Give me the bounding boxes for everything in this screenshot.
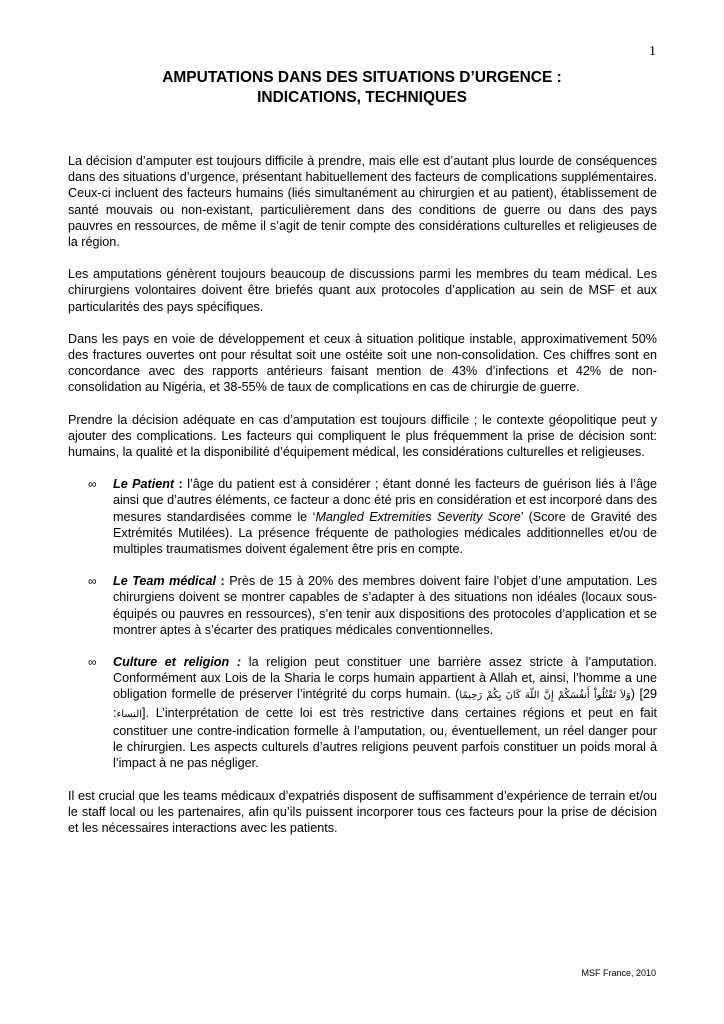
title-line-1: AMPUTATIONS DANS DES SITUATIONS D’URGENCE : — [162, 69, 562, 86]
item-text: Près de 15 à 20% des membres doivent faire l’objet d’une amputation. Les chirurgiens doivent se montrer capables de s’adapter à des situations non idéales (locaux sous-équipés ou pauvres en ressources), s’en tenir aux dispositions des protocoles d’application et se montrer aptes à s’écarter des pratiques médicales conventionnelles. — [113, 574, 658, 637]
footer-credit: MSF France, 2010 — [581, 968, 656, 978]
page-number: 1 — [649, 44, 656, 59]
paragraph-intro: La décision d’amputer est toujours difficile à prendre, mais elle est d’autant plus lourde de conséquences dans des situations d’urgence, présentant habituellement des facteurs de complications supplémentaires. Ceux-ci incluent des facteurs humains (liés simultanément au chirurgien et au patient), établissement de santé mouvais ou non-existant, particulièrement dans des conditions de guerre ou dans des pays pauvres en ressources, de même il s’agit de tenir compte des considérations culturelles et religieuses de la région. — [68, 154, 657, 250]
list-item-team — [68, 573, 657, 638]
arabic-reference: النساء — [116, 708, 143, 720]
infinity-bullet-icon: ∞ — [88, 655, 97, 670]
item-text: ]. L’interprétation de cette loi est très restrictive dans certaines régions et peut en fait constituer une contre-indication formelle à l’amputation, ou, éventuellement, un réel danger pour le chirurgien. Les aspects culturels d’autres religions peuvent parfois constituer un poids moral à l’impact à ne pas négliger. — [113, 705, 657, 771]
item-label-sep: : — [174, 477, 183, 492]
arabic-quote: وَلاَ تَقْتُلُواْ أَنفُسَكُمْ إِنَّ اللّهَ كَانَ بِكُمْ رَحِيمًا — [459, 690, 631, 702]
item-text: ’ (Score de Gravité des Extrémités Mutilées). La présence fréquente de pathologies médicales additionnelles et/ou de multiples traumatismes doivent également être pris en compte. — [113, 509, 657, 557]
item-label: Culture et religion : — [113, 655, 242, 670]
document-body — [68, 153, 657, 852]
infinity-bullet-icon: ∞ — [88, 574, 97, 589]
paragraph-closing: Il est crucial que les teams médicaux d’expatriés disposent de suffisamment d’expérience de terrain et/ou le staff local ou les partenaires, afin qu’ils puissent incorporer tous ces facteurs pour la prise de décision et les nécessaires interactions avec les patients. — [68, 788, 657, 835]
infinity-bullet-icon: ∞ — [88, 477, 97, 492]
title-line-2: INDICATIONS, TECHNIQUES — [257, 89, 467, 106]
item-text: la religion peut constituer une barrière assez stricte à l’amputation. Conformément aux Lois de la Sharia le corps humain appartient à Allah et, ainsi, l’homme a une obligation formelle de préserver l’intégrité du corps humain. ( — [113, 655, 657, 702]
item-text: l’âge du patient est à considérer ; étant donné les facteurs de guérison liés à l’âge ainsi que d’autres éléments, ce facteur a donc été pris en considération et est incorporé dans des mesures standardisées comme le ‘ — [113, 477, 657, 524]
paragraph-discussions: Les amputations génèrent toujours beaucoup de discussions parmi les membres du team médical. Les chirurgiens volontaires doivent être briefés quant aux protocoles d’application au sein de MSF et aux particularités des pays spécifiques. — [68, 267, 657, 314]
paragraph-statistics: Dans les pays en voie de développement et ceux à situation politique instable, approximativement 50% des fractures ouvertes ont pour résultat soit une ostéite soit une non-consolidation. Ces chiffres sont en concordance avec des rapports antérieurs faisant mention de 43% d’infections et 42% de non-consolidation au Nigéria, et 38-55% de taux de complications en cas de chirurgie de guerre. — [68, 331, 657, 395]
item-label: Le Team médical — [113, 574, 217, 589]
item-label: Le Patient — [113, 477, 175, 492]
list-item-patient — [68, 476, 657, 557]
factors-list — [68, 476, 657, 771]
paragraph-decision-factors: Prendre la décision adéquate en cas d’amputation est toujours difficile ; le contexte géopolitique peut y ajouter des complications. Les facteurs qui compliquent le plus fréquemment la prise de décision sont: humains, la qualité et la disponibilité d’équipement médical, les considérations culturelles et religieuses. — [68, 412, 657, 460]
item-text: ) [29 : — [113, 687, 657, 720]
list-item-culture — [68, 654, 657, 771]
item-label-sep: : — [216, 574, 225, 589]
item-text-italic: Mangled Extremities Severity Score — [315, 509, 521, 524]
document-title — [68, 68, 656, 108]
